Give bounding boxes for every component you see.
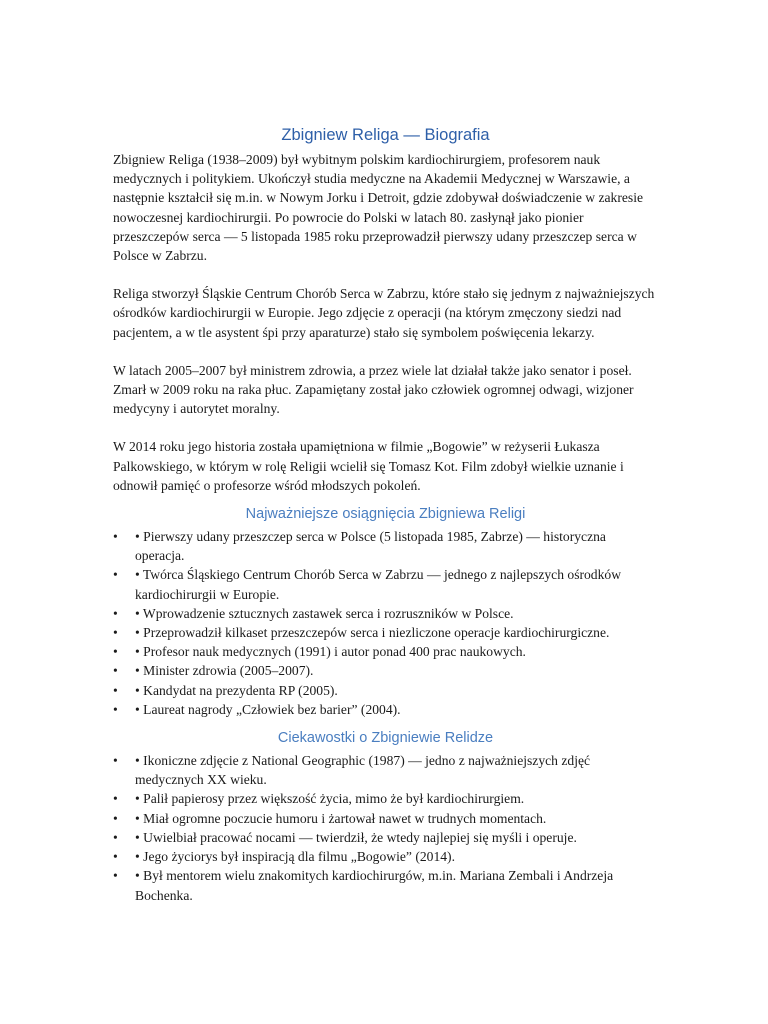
bullet-icon: • xyxy=(113,849,118,865)
list-item xyxy=(113,642,658,661)
list-item-text: • Laureat nagrody „Człowiek bez barier” (2004). xyxy=(135,701,401,717)
list-item-text: • Miał ogromne poczucie humoru i żartował nawet w trudnych momentach. xyxy=(135,810,547,826)
bio-paragraph-2: Religa stworzył Śląskie Centrum Chorób Serca w Zabrzu, które stało się jednym z najważniejszych ośrodków kardiochirurgii w Europie. Jego zdjęcie z operacji (na którym zmęczony siedzi nad pacjentem, a w tle asystent śpi przy aparaturze) stało się symbolem poświęcenia lekarzy. xyxy=(113,286,655,340)
bio-paragraph-4: W 2014 roku jego historia została upamiętniona w filmie „Bogowie” w reżyserii Łukasza Palkowskiego, w którym w rolę Religii wcielił się Tomasz Kot. Film zdobył wielkie uznanie i odnowił pamięć o profesorze wśród młodszych pokoleń. xyxy=(113,439,624,493)
bullet-icon: • xyxy=(113,663,118,679)
bullet-icon: • xyxy=(113,625,118,641)
list-item xyxy=(113,700,658,719)
bullet-icon: • xyxy=(113,701,118,717)
list-item-text: • Profesor nauk medycznych (1991) i autor ponad 400 prac naukowych. xyxy=(135,644,526,660)
list-item-text: • Twórca Śląskiego Centrum Chorób Serca w Zabrzu — jednego z najlepszych ośrodków kardiochirurgii w Europie. xyxy=(135,567,622,602)
list-item-text: • Jego życiorys był inspiracją dla filmu „Bogowie” (2014). xyxy=(135,849,455,865)
bio-paragraph-1: Zbigniew Religa (1938–2009) był wybitnym polskim kardiochirurgiem, profesorem nauk medycznych i politykiem. Ukończył studia medyczne na Akademii Medycznej w Warszawie, a następnie kształcił się m.in. w Nowym Jorku i Detroit, gdzie zdobywał doświadczenie w zakresie nowoczesnej kardiochirurgii. Po powrocie do Polski w latach 80. zasłynął jako pionier przeszczepów serca — 5 listopada 1985 roku przeprowadził pierwszy udany przeszczep serca w Polsce w Zabrzu. xyxy=(113,152,644,264)
achievements-list xyxy=(113,527,658,719)
achievements-heading: Najważniejsze osiągnięcia Zbigniewa Religi xyxy=(245,506,526,523)
trivia-heading: Ciekawostki o Zbigniewie Relidze xyxy=(277,730,494,747)
bullet-icon: • xyxy=(113,868,118,884)
list-item-text: • Był mentorem wielu znakomitych kardiochirurgów, m.in. Mariana Zembali i Andrzeja Bochenka. xyxy=(135,868,614,903)
list-item xyxy=(113,751,658,789)
bullet-icon: • xyxy=(113,791,118,807)
list-item xyxy=(113,623,658,642)
list-item-text: • Palił papierosy przez większość życia, mimo że był kardiochirurgiem. xyxy=(135,791,525,807)
list-item xyxy=(113,847,658,866)
list-item-text: • Wprowadzenie sztucznych zastawek serca i rozruszników w Polsce. xyxy=(135,605,514,621)
list-item xyxy=(113,828,658,847)
list-item xyxy=(113,866,658,904)
list-item-text: • Ikoniczne zdjęcie z National Geographic (1987) — jedno z najważniejszych zdjęć medycznych XX wieku. xyxy=(135,753,591,788)
bullet-icon: • xyxy=(113,810,118,826)
bullet-icon: • xyxy=(113,605,118,621)
bullet-icon: • xyxy=(113,529,118,545)
list-item-text: • Przeprowadził kilkaset przeszczepów serca i niezliczone operacje kardiochirurgiczne. xyxy=(135,625,610,641)
page-title: Zbigniew Religa — Biografia xyxy=(281,126,490,144)
list-item xyxy=(113,604,658,623)
list-item xyxy=(113,789,658,808)
bullet-icon: • xyxy=(113,753,118,769)
list-item-text: • Kandydat na prezydenta RP (2005). xyxy=(135,682,338,698)
trivia-list xyxy=(113,751,658,905)
list-item xyxy=(113,661,658,680)
list-item xyxy=(113,565,658,603)
list-item xyxy=(113,809,658,828)
list-item-text: • Uwielbiał pracować nocami — twierdził, że wtedy najlepiej się myśli i operuje. xyxy=(135,829,577,845)
bullet-icon: • xyxy=(113,644,118,660)
bio-paragraph-3: W latach 2005–2007 był ministrem zdrowia, a przez wiele lat działał także jako senator i poseł. Zmarł w 2009 roku na raka płuc. Zapamiętany został jako człowiek ogromnej odwagi, wizjoner medycyny i autorytet moralny. xyxy=(113,362,634,417)
bullet-icon: • xyxy=(113,567,118,583)
bullet-icon: • xyxy=(113,829,118,845)
list-item-text: • Minister zdrowia (2005–2007). xyxy=(135,663,314,679)
list-item xyxy=(113,681,658,700)
list-item xyxy=(113,527,658,565)
list-item-text: • Pierwszy udany przeszczep serca w Polsce (5 listopada 1985, Zabrze) — historyczna operacja. xyxy=(135,529,606,564)
bullet-icon: • xyxy=(113,682,118,698)
